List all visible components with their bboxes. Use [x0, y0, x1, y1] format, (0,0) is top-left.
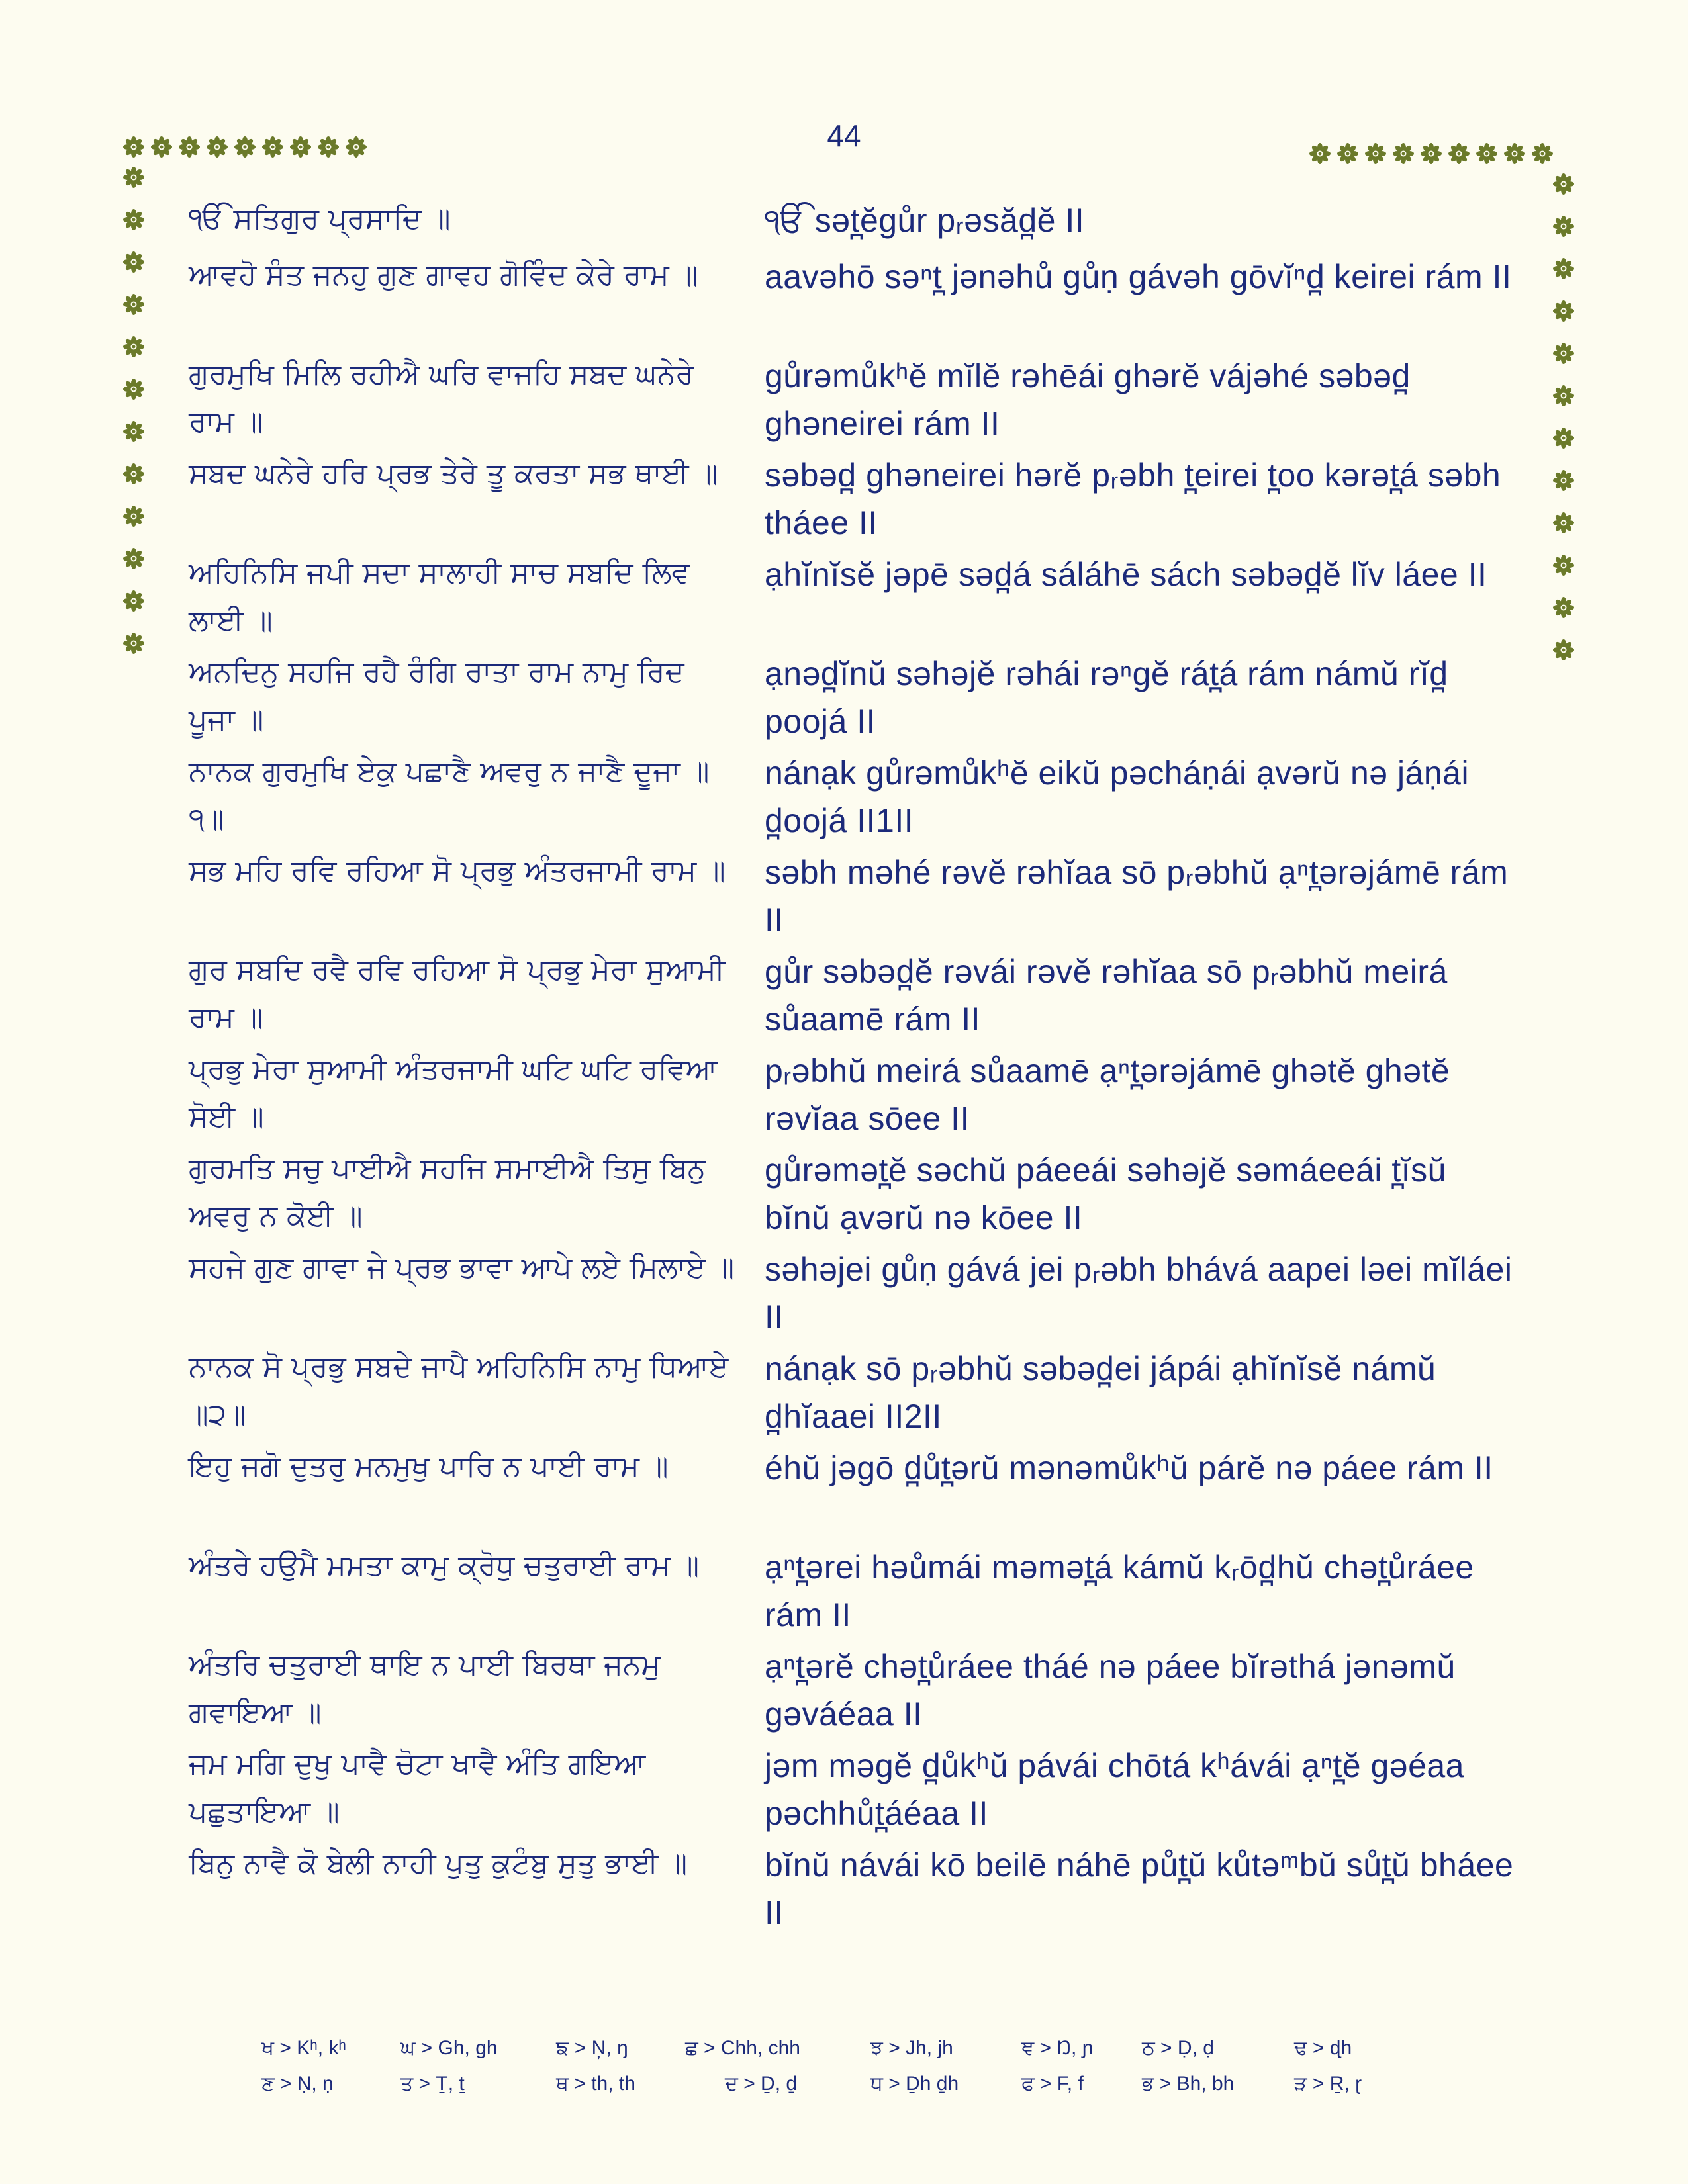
- verse-row: [189, 946, 1526, 1046]
- transliteration-line: ạhĭnĭsĕ jəpē səd̪á sáláhē sách səbəd̪ĕ lĭv láee II: [765, 556, 1487, 593]
- flower-ornament-icon: [1393, 143, 1414, 164]
- transliteration-line: səbəd̪ ghəneirei hərĕ pᵣəbh t̪eirei t̪oo kərət̪á səbh tháee II: [765, 457, 1501, 541]
- flower-ornament-icon: [179, 136, 200, 158]
- flower-ornament-icon: [1553, 512, 1574, 533]
- verse-row: [189, 1145, 1526, 1244]
- flower-ornament-icon: [123, 590, 144, 612]
- transliteration-legend: [261, 2037, 1453, 2109]
- legend-row: [261, 2037, 1453, 2073]
- verse-row: [189, 1443, 1526, 1542]
- verse-row: [189, 450, 1526, 549]
- verse-row: [189, 748, 1526, 847]
- verse-row: [189, 195, 1526, 251]
- transliteration-line: nánạk gůrəmůkʰĕ eikŭ pəcháṇái ạvərŭ nə jáṇái d̪oojá II1II: [765, 754, 1470, 839]
- transliteration-line: éhŭ jəgō d̪ůt̪ərŭ mənəmůkʰŭ párĕ nə páee rám II: [765, 1449, 1493, 1486]
- flower-ornament-icon: [1365, 143, 1386, 164]
- legend-item: ਭ > Bh, bh: [1142, 2073, 1235, 2095]
- flower-ornament-icon: [262, 136, 283, 158]
- page-number: 44: [827, 118, 861, 153]
- legend-item: ਢ > ɖh: [1294, 2037, 1352, 2059]
- legend-item: ਥ > th, th: [556, 2073, 635, 2095]
- flower-ornament-icon: [318, 136, 339, 158]
- flower-ornament-icon: [123, 421, 144, 442]
- flower-ornament-icon: [290, 136, 311, 158]
- transliteration-line: gůrəmət̪ĕ səchŭ páeeái səhəjĕ səmáeeái t̪ĭsŭ bĭnŭ ạvərŭ nə kōee II: [765, 1152, 1446, 1236]
- gurmukhi-line: ਗੁਰ ਸਬਦਿ ਰਵੈ ਰਵਿ ਰਹਿਆ ਸੋ ਪ੍ਰਭੁ ਮੇਰਾ ਸੁਆਮੀ ਰਾਮ ॥: [189, 953, 726, 1034]
- transliteration-line: aavəhō səⁿt̪ jənəhů gůṇ gávəh gōvĭⁿd̪ keirei rám II: [765, 258, 1512, 295]
- legend-item: ਘ > Gh, gh: [400, 2037, 498, 2059]
- gurmukhi-line: ਨਾਨਕ ਗੁਰਮੁਖਿ ਏਕੁ ਪਛਾਣੈ ਅਵਰੁ ਨ ਜਾਣੈ ਦੂਜਾ ॥੧॥: [189, 754, 710, 836]
- legend-item: ਞ > Ŋ, ɲ: [1021, 2037, 1094, 2059]
- flower-ornament-icon: [123, 209, 144, 230]
- gurmukhi-line: ਅਹਿਨਿਸਿ ਜਪੀ ਸਦਾ ਸਾਲਾਹੀ ਸਾਚ ਸਬਦਿ ਲਿਵ ਲਾਈ ॥: [189, 556, 690, 637]
- flower-ornament-icon: [1504, 143, 1525, 164]
- flower-ornament-icon: [1553, 470, 1574, 491]
- gurmukhi-line: ਗੁਰਮੁਖਿ ਮਿਲਿ ਰਹੀਐ ਘਰਿ ਵਾਜਹਿ ਸਬਦ ਘਨੇਰੇ ਰਾਮ ॥: [189, 357, 694, 439]
- legend-item: ਣ > Ṇ, ṇ: [261, 2073, 334, 2095]
- verse-row: [189, 649, 1526, 748]
- flower-ornament-icon: [1421, 143, 1442, 164]
- flower-ornament-icon: [1553, 343, 1574, 364]
- flower-ornament-icon: [123, 136, 144, 158]
- flower-ornament-icon: [123, 548, 144, 569]
- flower-ornament-icon: [123, 633, 144, 654]
- flower-ornament-icon: [123, 251, 144, 273]
- verse-table: [189, 195, 1526, 1939]
- flower-ornament-icon: [123, 336, 144, 357]
- gurmukhi-line: ਸਬਦ ਘਨੇਰੇ ਹਰਿ ਪ੍ਰਭ ਤੇਰੇ ਤੂ ਕਰਤਾ ਸਭ ਥਾਈ ॥: [189, 457, 718, 490]
- legend-item: ਙ > N̦, ŋ: [556, 2037, 628, 2059]
- verse-row: [189, 1840, 1526, 1939]
- gurmukhi-line: ਅਨਦਿਨੁ ਸਹਜਿ ਰਹੈ ਰੰਗਿ ਰਾਤਾ ਰਾਮ ਨਾਮੁ ਰਿਦ ਪੂਜਾ ॥: [189, 655, 684, 737]
- flower-ornament-icon: [1553, 258, 1574, 279]
- transliteration-line: səhəjei gůṇ gává jei pᵣəbh bhává aapei ləei mĭláei II: [765, 1251, 1513, 1336]
- flower-ornament-icon: [234, 136, 256, 158]
- verse-row: [189, 549, 1526, 649]
- flower-ornament-icon: [151, 136, 172, 158]
- gurmukhi-line: ੴ ਸਤਿਗੁਰ ਪ੍ਰਸਾਦਿ ॥: [189, 202, 451, 236]
- verse-row: [189, 1343, 1526, 1443]
- flower-ornament-icon: [1448, 143, 1470, 164]
- legend-item: ਦ > Ḏ, ḏ: [725, 2073, 798, 2095]
- gurmukhi-line: ਆਵਹੋ ਸੰਤ ਜਨਹੁ ਗੁਣ ਗਾਵਹ ਗੋਵਿੰਦ ਕੇਰੇ ਰਾਮ ॥: [189, 258, 698, 292]
- flower-ornament-icon: [1337, 143, 1358, 164]
- transliteration-line: jəm məgĕ d̪ůkʰŭ pávái chōtá kʰávái ạⁿt̪ĕ gəéaa pəchhůt̪áéaa II: [765, 1747, 1464, 1832]
- flower-ornament-icon: [1553, 428, 1574, 449]
- flower-ornament-icon: [1553, 385, 1574, 406]
- verse-row: [189, 847, 1526, 946]
- verse-row: [189, 1542, 1526, 1641]
- gurmukhi-line: ਅੰਤਰਿ ਚਤੁਰਾਈ ਥਾਇ ਨ ਪਾਈ ਬਿਰਥਾ ਜਨਮੁ ਗਵਾਇਆ ॥: [189, 1648, 661, 1729]
- transliteration-line: nánạk sō pᵣəbhŭ səbəd̪ei jápái ạhĭnĭsĕ námŭ d̪hĭaaei II2II: [765, 1350, 1436, 1435]
- verse-row: [189, 351, 1526, 450]
- flower-ornament-icon: [1553, 597, 1574, 618]
- flower-ornament-icon: [1532, 143, 1553, 164]
- verse-row: [189, 1741, 1526, 1840]
- gurmukhi-line: ਸਹਜੇ ਗੁਣ ਗਾਵਾ ਜੇ ਪ੍ਰਭ ਭਾਵਾ ਆਪੇ ਲਏ ਮਿਲਾਏ ॥: [189, 1251, 735, 1285]
- transliteration-line: ạⁿt̪ərei həůmái məmət̪á kámŭ kᵣōd̪hŭ chət̪ůráee rám II: [765, 1549, 1474, 1633]
- gurmukhi-line: ਨਾਨਕ ਸੋ ਪ੍ਰਭੁ ਸਬਦੇ ਜਾਪੈ ਅਹਿਨਿਸਿ ਨਾਮੁ ਧਿਆਏ ॥੨॥: [189, 1350, 729, 1432]
- legend-item: ਛ > Chh, chh: [685, 2037, 800, 2059]
- flower-ornament-icon: [1309, 143, 1331, 164]
- flower-ornament-icon: [123, 294, 144, 315]
- gurmukhi-line: ਇਹੁ ਜਗੋ ਦੁਤਰੁ ਮਨਮੁਖੁ ਪਾਰਿ ਨ ਪਾਈ ਰਾਮ ॥: [189, 1449, 669, 1483]
- verse-row: [189, 1244, 1526, 1343]
- flower-ornament-icon: [207, 136, 228, 158]
- flower-ornament-icon: [123, 463, 144, 484]
- gurmukhi-line: ਜਮ ਮਗਿ ਦੁਖੁ ਪਾਵੈ ਚੋਟਾ ਖਾਵੈ ਅੰਤਿ ਗਇਆ ਪਛੁਤਾਇਆ ॥: [189, 1747, 646, 1829]
- legend-item: ਝ > Jh, jh: [870, 2037, 953, 2059]
- transliteration-line: gůr səbəd̪ĕ rəvái rəvĕ rəhĭaa sō pᵣəbhŭ meirá sůaamē rám II: [765, 953, 1448, 1038]
- legend-item: ਖ > Kʰ, kʰ: [261, 2037, 346, 2059]
- legend-item: ਠ > Ḍ, ḍ: [1142, 2037, 1214, 2059]
- flower-ornament-icon: [1476, 143, 1497, 164]
- gurmukhi-line: ਬਿਨੁ ਨਾਵੈ ਕੋ ਬੇਲੀ ਨਾਹੀ ਪੁਤੁ ਕੁਟੰਬੁ ਸੁਤੁ ਭਾਈ ॥: [189, 1846, 688, 1880]
- verse-row: [189, 1641, 1526, 1741]
- transliteration-line: pᵣəbhŭ meirá sůaamē ạⁿt̪ərəjámē ghətĕ ghətĕ rəvĭaa sōee II: [765, 1052, 1450, 1137]
- flower-ornament-icon: [1553, 639, 1574, 660]
- gurmukhi-line: ਸਭ ਮਹਿ ਰਵਿ ਰਹਿਆ ਸੋ ਪ੍ਰਭੁ ਅੰਤਰਜਾਮੀ ਰਾਮ ॥: [189, 854, 726, 887]
- legend-row: [261, 2073, 1453, 2109]
- legend-item: ੜ > Ṟ, ɽ: [1294, 2073, 1362, 2095]
- flower-ornament-icon: [123, 167, 144, 188]
- flower-ornament-icon: [346, 136, 367, 158]
- gurmukhi-line: ਗੁਰਮਤਿ ਸਚੁ ਪਾਈਐ ਸਹਜਿ ਸਮਾਈਐ ਤਿਸੁ ਬਿਨੁ ਅਵਰੁ ਨ ਕੋਈ ॥: [189, 1152, 706, 1233]
- transliteration-line: bĭnŭ návái kō beilē náhē půt̪ŭ kůtəᵐbŭ sůt̪ŭ bháee II: [765, 1846, 1514, 1931]
- verse-row: [189, 1046, 1526, 1145]
- legend-item: ਤ > Ṯ, ṯ: [400, 2073, 465, 2095]
- flower-ornament-icon: [123, 506, 144, 527]
- flower-ornament-icon: [1553, 216, 1574, 237]
- transliteration-line: ạⁿt̪ərĕ chət̪ůráee tháé nə páee bĭrəthá jənəmŭ gəváéaa II: [765, 1648, 1456, 1733]
- verse-row: [189, 251, 1526, 351]
- legend-item: ਧ > Ḏh ḏh: [870, 2073, 959, 2095]
- gurmukhi-line: ਪ੍ਰਭੁ ਮੇਰਾ ਸੁਆਮੀ ਅੰਤਰਜਾਮੀ ਘਟਿ ਘਟਿ ਰਵਿਆ ਸੋਈ ॥: [189, 1052, 718, 1134]
- transliteration-line: ੴ sət̪ĕgůr pᵣəsăd̪ĕ II: [765, 202, 1085, 239]
- flower-ornament-icon: [123, 379, 144, 400]
- flower-ornament-icon: [1553, 300, 1574, 322]
- transliteration-line: gůrəmůkʰĕ mĭlĕ rəhēái ghərĕ vájəhé səbəd̪ ghəneirei rám II: [765, 357, 1411, 442]
- flower-ornament-icon: [1553, 173, 1574, 195]
- legend-item: ਫ > F, f: [1021, 2073, 1084, 2095]
- transliteration-line: ạnəd̪ĭnŭ səhəjĕ rəhái rəⁿgĕ rát̪á rám námŭ rĭd̪ poojá II: [765, 655, 1448, 740]
- gurmukhi-line: ਅੰਤਰੇ ਹਉਮੈ ਮਮਤਾ ਕਾਮੁ ਕ੍ਰੋਧੁ ਚਤੁਰਾਈ ਰਾਮ ॥: [189, 1549, 700, 1582]
- flower-ornament-icon: [1553, 555, 1574, 576]
- transliteration-line: səbh məhé rəvĕ rəhĭaa sō pᵣəbhŭ ạⁿt̪ərəjámē rám II: [765, 854, 1509, 938]
